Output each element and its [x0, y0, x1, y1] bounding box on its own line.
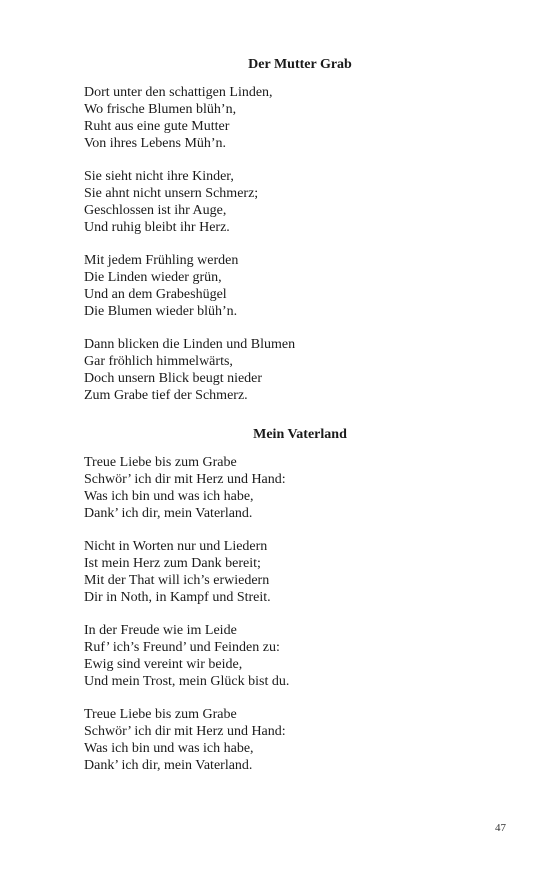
poem-line: In der Freude wie im Leide: [84, 623, 237, 638]
poem-line: Treue Liebe bis zum Grabe: [84, 455, 237, 470]
poem-line: Mit jedem Frühling werden: [84, 253, 239, 268]
stanza: [84, 84, 504, 152]
poem-line: Schwör’ ich dir mit Herz und Hand:: [84, 724, 286, 739]
stanza: [84, 538, 504, 606]
poem-line: Ewig sind vereint wir beide,: [84, 657, 243, 672]
poem-line: Sie ahnt nicht unsern Schmerz;: [84, 186, 259, 201]
poem-line: Doch unsern Blick beugt nieder: [84, 371, 263, 386]
poem-line: Ist mein Herz zum Dank bereit;: [84, 556, 261, 571]
poem-line: Nicht in Worten nur und Liedern: [84, 539, 268, 554]
poem-line: Und an dem Grabeshügel: [84, 287, 227, 302]
poem-title-mein-vaterland: Mein Vaterland: [253, 427, 347, 442]
stanza: [84, 454, 504, 522]
poem-line: Gar fröhlich himmelwärts,: [84, 354, 233, 369]
stanza: [84, 706, 504, 774]
stanza: [84, 252, 504, 320]
poem-line: Dann blicken die Linden und Blumen: [84, 337, 296, 352]
poem-line: Zum Grabe tief der Schmerz.: [84, 388, 248, 403]
poem-line: Die Linden wieder grün,: [84, 270, 222, 285]
poem-line: Geschlossen ist ihr Auge,: [84, 203, 227, 218]
poem-line: Und mein Trost, mein Glück bist du.: [84, 674, 290, 689]
stanza: [84, 622, 504, 690]
poem-line: Schwör’ ich dir mit Herz und Hand:: [84, 472, 286, 487]
poem-line: Treue Liebe bis zum Grabe: [84, 707, 237, 722]
poem-line: Von ihres Lebens Müh’n.: [84, 136, 227, 151]
poem-title-der-mutter-grab: Der Mutter Grab: [248, 57, 352, 72]
poem-line: Mit der That will ich’s erwiedern: [84, 573, 270, 588]
poem-line: Dort unter den schattigen Linden,: [84, 85, 273, 100]
poem-line: Die Blumen wieder blüh’n.: [84, 304, 238, 319]
poem-der-mutter-grab: [84, 84, 504, 420]
poem-line: Dank’ ich dir, mein Vaterland.: [84, 506, 253, 521]
page-number: 47: [495, 822, 506, 834]
poem-line: Was ich bin und was ich habe,: [84, 741, 254, 756]
stanza: [84, 336, 504, 404]
poem-line: Wo frische Blumen blüh’n,: [84, 102, 237, 117]
poem-mein-vaterland: [84, 454, 504, 790]
poem-line: Ruf’ ich’s Freund’ und Feinden zu:: [84, 640, 280, 655]
poem-line: Dir in Noth, in Kampf und Streit.: [84, 590, 271, 605]
poem-line: Was ich bin und was ich habe,: [84, 489, 254, 504]
stanza: [84, 168, 504, 236]
poem-line: Dank’ ich dir, mein Vaterland.: [84, 758, 253, 773]
poem-line: Und ruhig bleibt ihr Herz.: [84, 220, 230, 235]
poem-line: Sie sieht nicht ihre Kinder,: [84, 169, 234, 184]
poem-line: Ruht aus eine gute Mutter: [84, 119, 230, 134]
